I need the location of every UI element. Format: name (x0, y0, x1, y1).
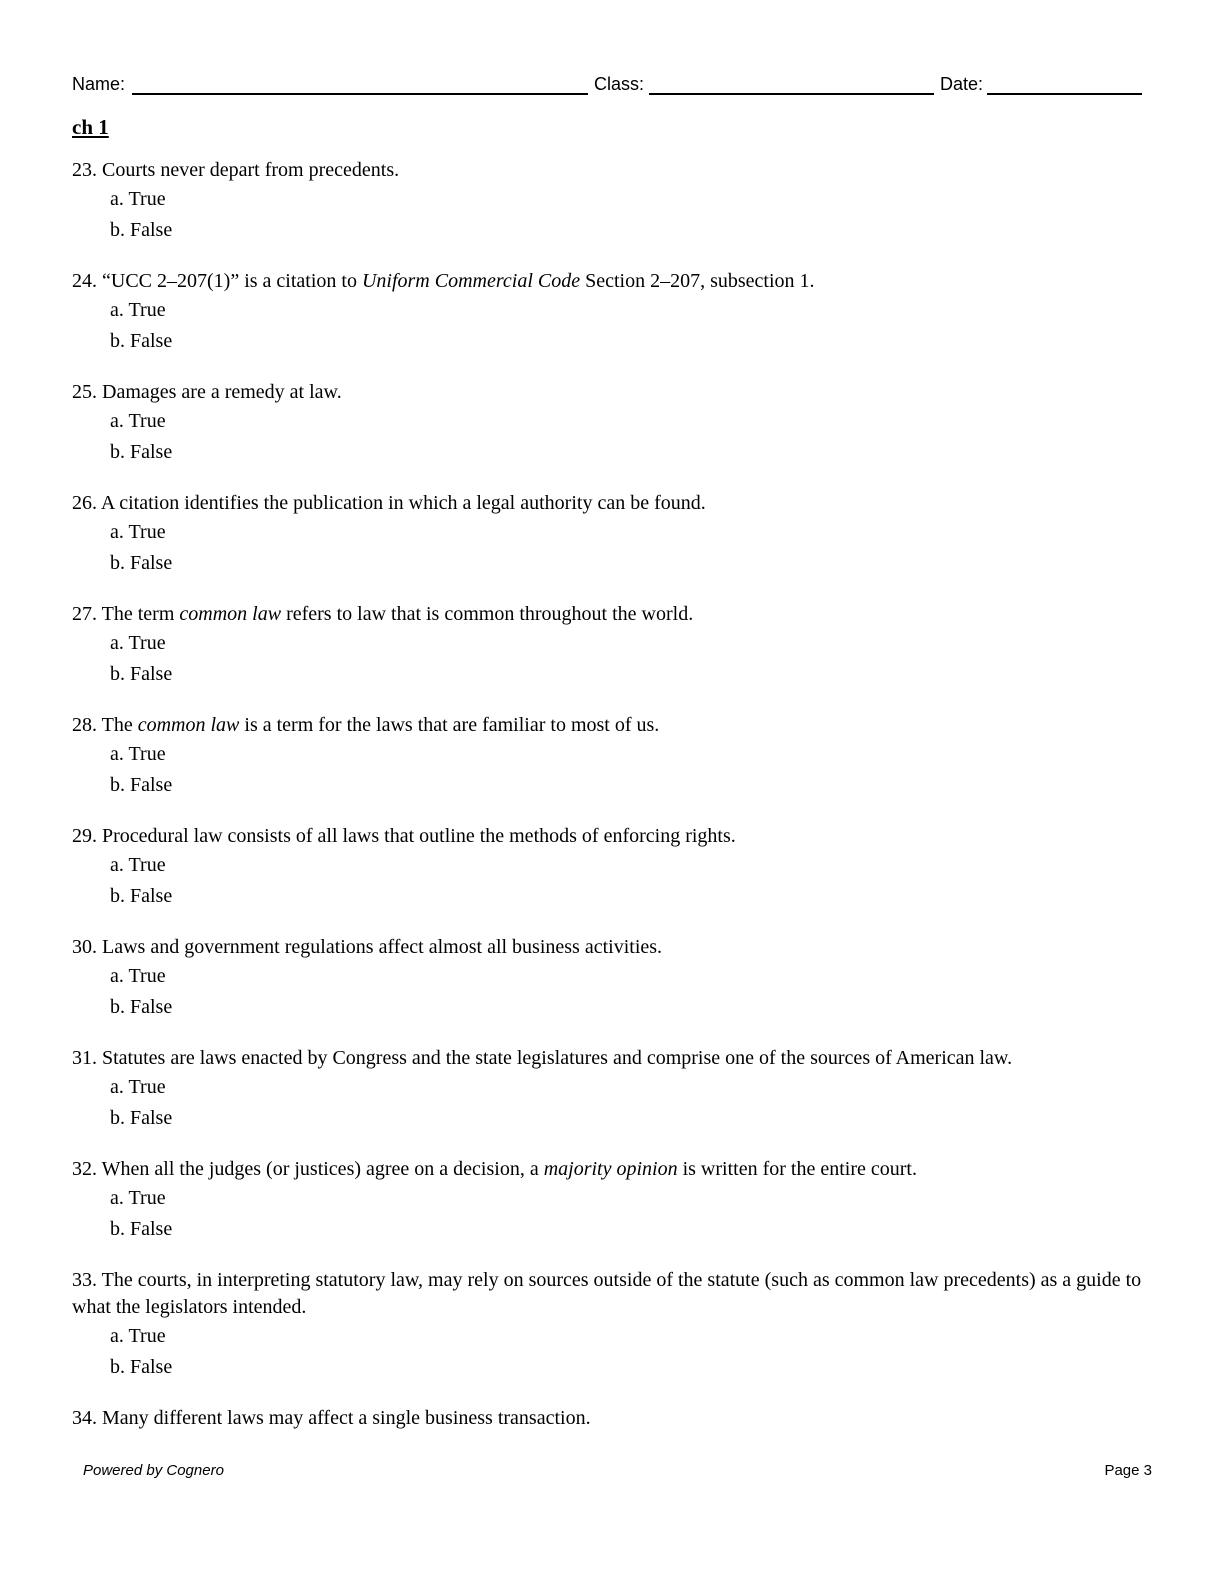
date-field-line[interactable] (987, 93, 1142, 95)
name-field-line[interactable] (132, 93, 588, 95)
question-text (72, 1156, 1152, 1183)
question-item (72, 379, 1152, 468)
question-text-segment: is written for the entire court. (677, 1158, 917, 1180)
option-true[interactable]: a. True (110, 1325, 166, 1347)
question-item (72, 157, 1152, 246)
question-number: 31. (72, 1047, 97, 1069)
question-number: 27. (72, 603, 97, 625)
option-true[interactable]: a. True (110, 1076, 166, 1098)
page-footer (72, 1460, 1152, 1482)
page-header (72, 72, 1144, 96)
question-item (72, 823, 1152, 912)
question-text-segment: is a term for the laws that are familiar to most of us. (239, 714, 660, 736)
powered-by-text: Powered by Cognero (83, 1462, 224, 1479)
option-false[interactable]: b. False (110, 885, 173, 907)
question-text-segment: Courts never depart from precedents. (102, 159, 400, 181)
name-label: Name: (72, 74, 126, 94)
question-item (72, 490, 1152, 579)
question-item (72, 1267, 1152, 1383)
question-item (72, 601, 1152, 690)
question-number: 32. (72, 1158, 97, 1180)
question-italic-term: common law (137, 714, 240, 736)
class-label: Class: (594, 74, 645, 94)
option-true[interactable]: a. True (110, 188, 166, 210)
option-false[interactable]: b. False (110, 1356, 173, 1378)
question-text-segment: Section 2–207, subsection 1. (580, 270, 815, 292)
question-text-segment: Many different laws may affect a single business transaction. (102, 1407, 591, 1429)
option-true[interactable]: a. True (110, 1187, 166, 1209)
question-number: 25. (72, 381, 97, 403)
option-true[interactable]: a. True (110, 632, 166, 654)
option-false[interactable]: b. False (110, 441, 173, 463)
question-text (72, 823, 1152, 850)
option-true[interactable]: a. True (110, 410, 166, 432)
question-text-segment: Laws and government regulations affect almost all business activities. (102, 936, 663, 958)
question-item (72, 1405, 1152, 1432)
question-text (72, 934, 1152, 961)
option-false[interactable]: b. False (110, 996, 173, 1018)
question-item (72, 934, 1152, 1023)
option-false[interactable]: b. False (110, 774, 173, 796)
question-number: 28. (72, 714, 97, 736)
option-false[interactable]: b. False (110, 552, 173, 574)
question-text (72, 1267, 1152, 1321)
question-item (72, 268, 1152, 357)
question-text (72, 268, 1152, 295)
question-text-segment: “UCC 2–207(1)” is a citation to (102, 270, 362, 292)
option-false[interactable]: b. False (110, 1218, 173, 1240)
option-false[interactable]: b. False (110, 219, 173, 241)
question-text-segment: refers to law that is common throughout the world. (281, 603, 694, 625)
question-text (72, 490, 1152, 517)
option-false[interactable]: b. False (110, 1107, 173, 1129)
page-number: Page 3 (1104, 1462, 1152, 1479)
question-text (72, 712, 1152, 739)
option-false[interactable]: b. False (110, 330, 173, 352)
question-item (72, 712, 1152, 801)
option-true[interactable]: a. True (110, 965, 166, 987)
chapter-heading: ch 1 (72, 115, 109, 139)
question-text-segment: The (101, 714, 138, 736)
question-text-segment: The term (101, 603, 180, 625)
question-number: 23. (72, 159, 97, 181)
question-text (72, 1405, 1152, 1432)
question-text (72, 157, 1152, 184)
date-label: Date: (940, 74, 984, 94)
question-text (72, 379, 1152, 406)
question-number: 24. (72, 270, 97, 292)
option-true[interactable]: a. True (110, 521, 166, 543)
option-true[interactable]: a. True (110, 743, 166, 765)
question-text-segment: The courts, in interpreting statutory law, may rely on sources outside of the statute (such as common law precedents) as a guide to what the legislators intended. (72, 1269, 1142, 1318)
question-list (72, 157, 1152, 1454)
question-text-segment: Procedural law consists of all laws that outline the methods of enforcing rights. (102, 825, 736, 847)
option-true[interactable]: a. True (110, 299, 166, 321)
question-text-segment: Statutes are laws enacted by Congress and the state legislatures and comprise one of the sources of American law. (102, 1047, 1013, 1069)
question-italic-term: majority opinion (543, 1158, 678, 1180)
question-item (72, 1156, 1152, 1245)
question-number: 33. (72, 1269, 97, 1291)
question-number: 29. (72, 825, 97, 847)
option-false[interactable]: b. False (110, 663, 173, 685)
class-field-line[interactable] (649, 93, 934, 95)
question-text-segment: When all the judges (or justices) agree on a decision, a (101, 1158, 544, 1180)
question-number: 26. (72, 492, 97, 514)
question-italic-term: common law (179, 603, 282, 625)
question-text-segment: Damages are a remedy at law. (102, 381, 342, 403)
option-true[interactable]: a. True (110, 854, 166, 876)
question-text-segment: A citation identifies the publication in which a legal authority can be found. (100, 492, 706, 514)
question-number: 34. (72, 1407, 97, 1429)
question-item (72, 1045, 1152, 1134)
question-number: 30. (72, 936, 97, 958)
question-text (72, 601, 1152, 628)
question-italic-term: Uniform Commercial Code (361, 270, 581, 292)
question-text (72, 1045, 1152, 1072)
